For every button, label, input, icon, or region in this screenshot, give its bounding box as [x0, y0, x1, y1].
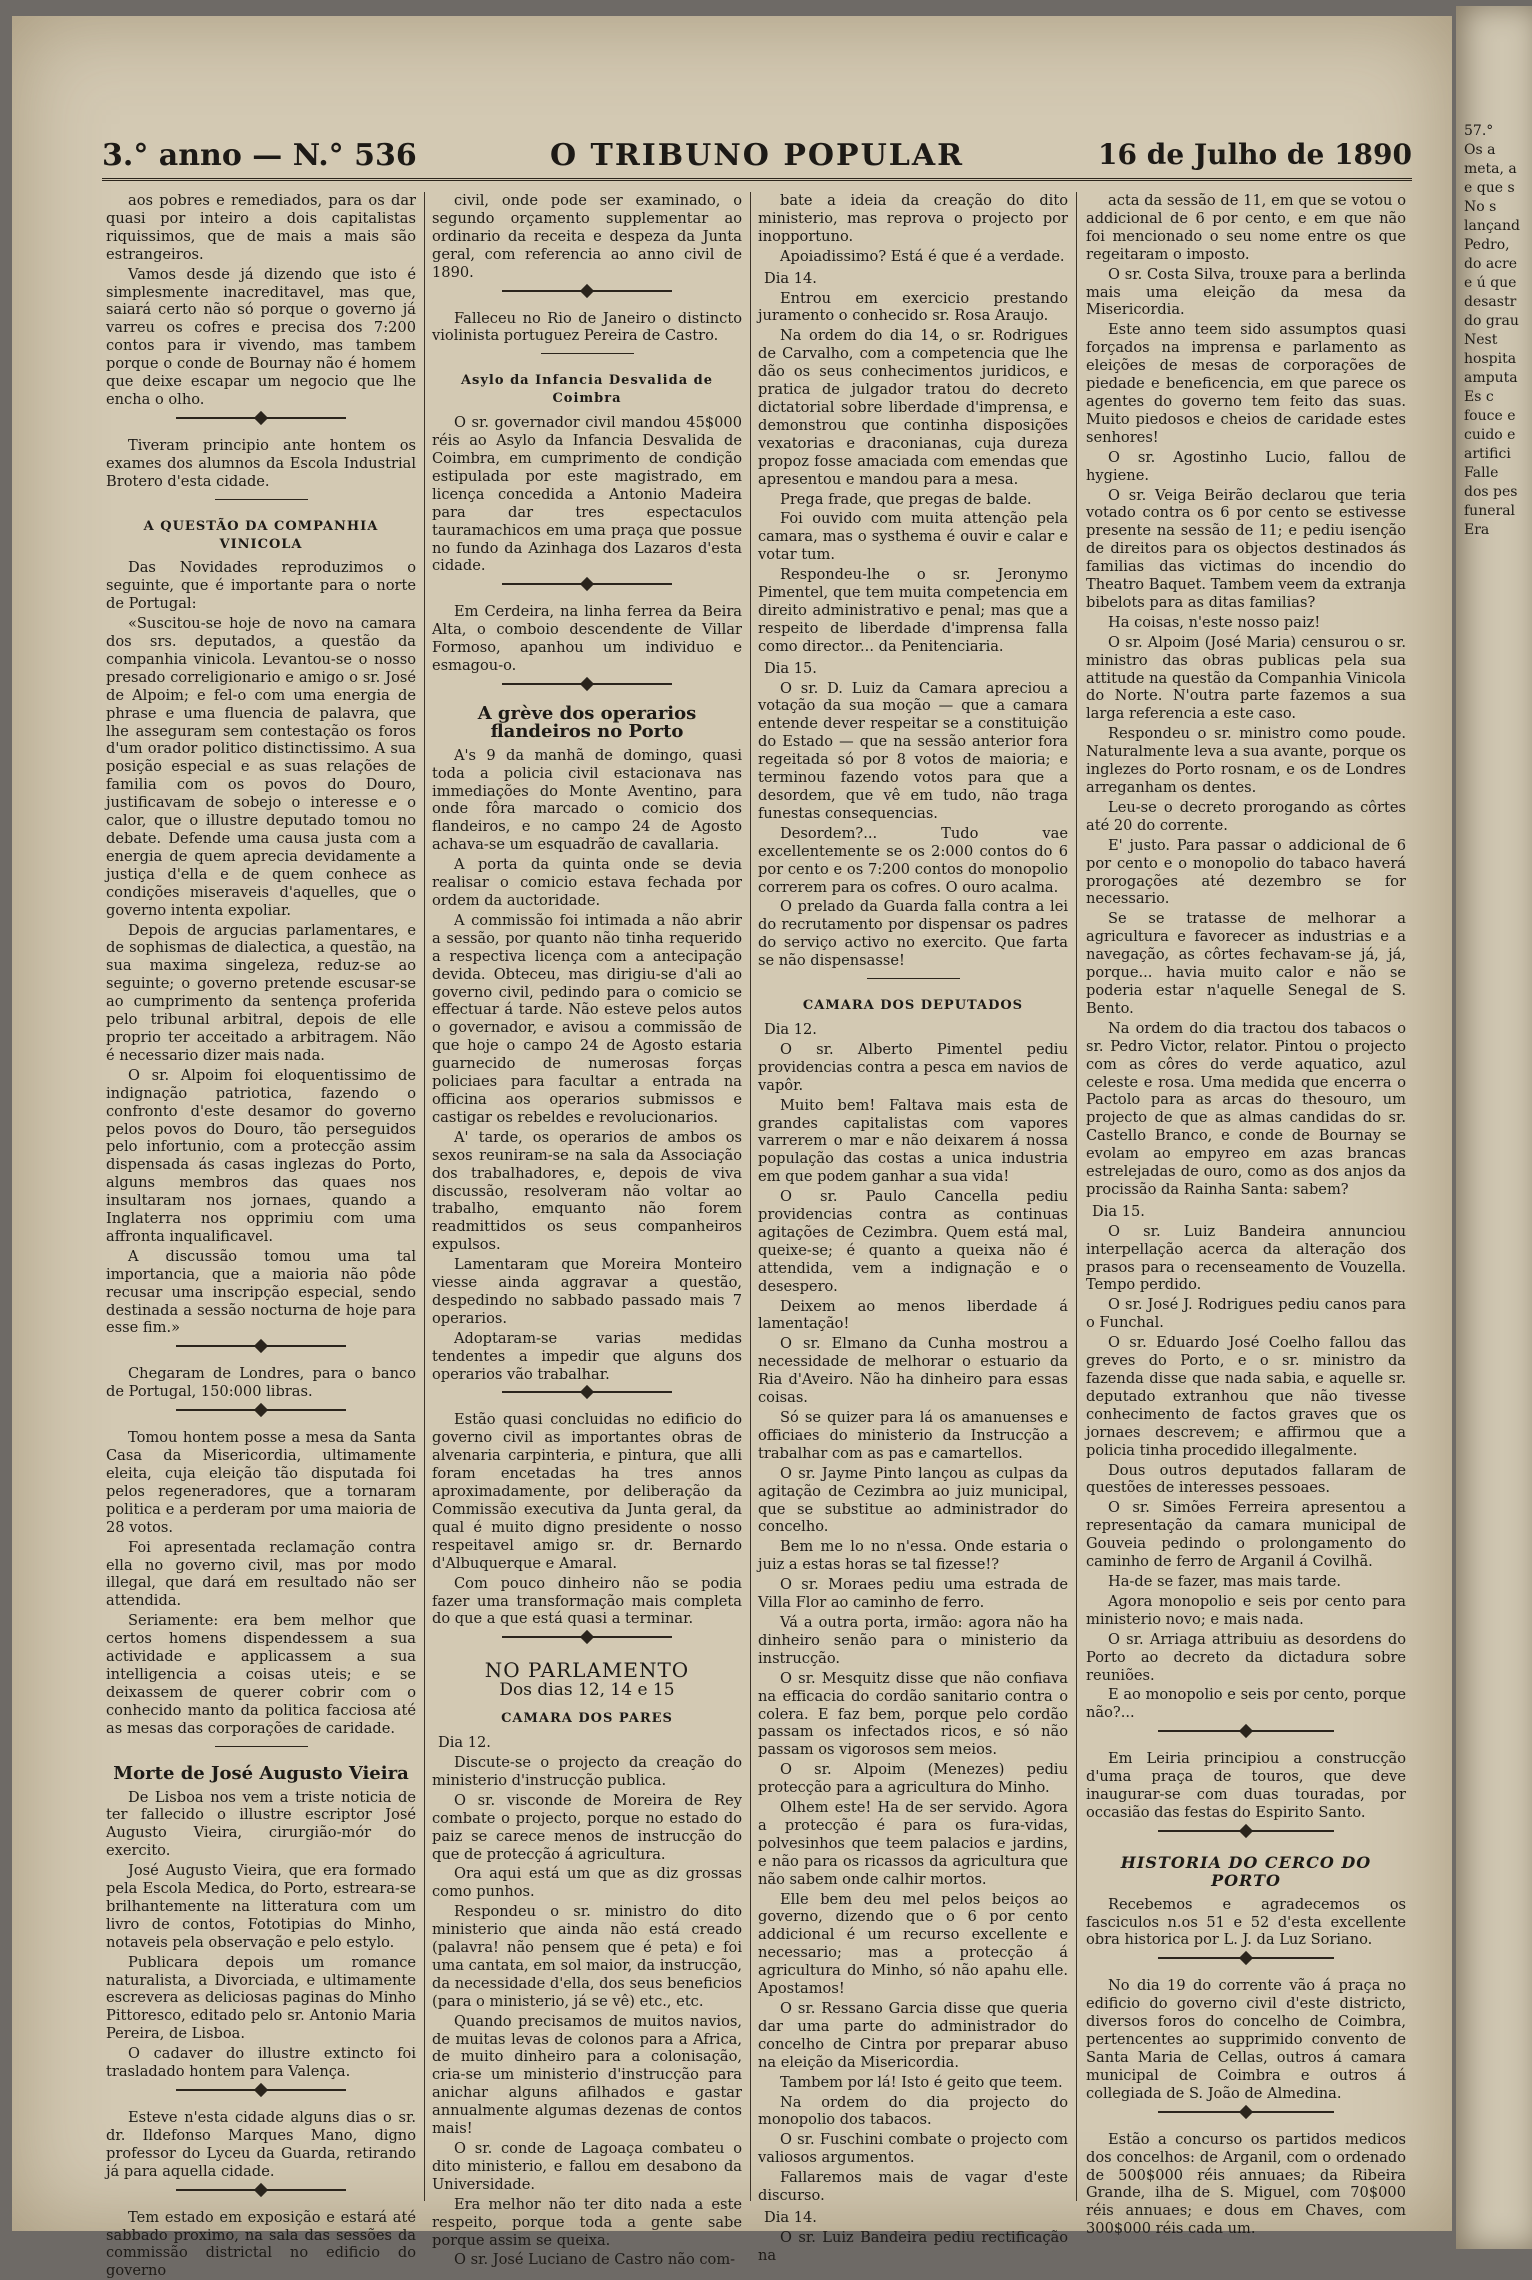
day-label: Dia 12. [764, 1020, 817, 1038]
adjacent-page-edge [1456, 6, 1532, 2249]
paragraph: Bem me lo no n'essa. Onde estaria o juiz a estas horas se tal fizesse!? [758, 1538, 1068, 1574]
paragraph: Respondeu o sr. ministro do dito ministerio que ainda não está creado (palavra! não pensem que é peta) e foi uma cantata, em sol maior, da instrucção, da necessidade d'ella, dos seus beneficios (para o ministerio, já se vê) etc., etc. [432, 1903, 742, 2010]
paragraph: Tambem por lá! Isto é geito que teem. [780, 2073, 1063, 2091]
paragraph: José Augusto Vieira, que era formado pela Escola Medica, do Porto, estreara-se brilhantemente na litteratura com um livro de contos, Fototipias do Minho, notaveis pela observação e pelo estylo. [106, 1862, 416, 1951]
paragraph: civil, onde pode ser examinado, o segundo orçamento supplementar ao ordinario da receita e despeza da Junta geral, com referencia ao anno civil de 1890. [432, 192, 742, 281]
column-rule [424, 192, 425, 2201]
paragraph: O sr. Luiz Bandeira pediu rectificação na [758, 2228, 1068, 2264]
paragraph: O sr. Paulo Cancella pediu providencias contra as continuas agitações de Cezimbra. Quem está mal, queixe-se; é quanto a queixa não é attendida, vem a indignação e o desespero. [758, 1188, 1068, 1295]
article-heading: HISTORIA DO CERCO DO PORTO [1120, 1852, 1372, 1890]
column-1 [106, 192, 416, 2280]
paragraph: O sr. visconde de Moreira de Rey combate o projecto, porque no estado do paiz se carece menos de instrucção do que de protecção á agricultura. [432, 1791, 742, 1863]
subsection-heading: CAMARA DOS PARES [501, 1711, 673, 1727]
paragraph: Estão quasi concluidas no edificio do governo civil as importantes obras de alvenaria carpinteria, e pintura, que alli foram encetadas ha tres annos aproximadamente, por deliberação da Commissão executiva da Junta geral, da qual é muito digno presidente o nosso respeitavel amigo sr. dr. Bernardo d'Albuquerque e Amaral. [432, 1411, 742, 1572]
article-heading: A grève dos operarios flandeiros no Porto [477, 702, 697, 742]
adjacent-line: desastr [1464, 294, 1517, 310]
paragraph: acta da sessão de 11, em que se votou o addicional de 6 por cento, e em que não foi mencionado o seu nome entre os que regeitaram o imposto. [1086, 192, 1406, 263]
day-label: Dia 15. [1092, 1202, 1145, 1220]
paragraph: Publicara depois um romance naturalista, a Divorciada, e ultimamente escrevera as deliciosas paginas do Minho Pittoresco, editado pelo sr. Antonio Maria Pereira, de Lisboa. [106, 1953, 416, 2043]
paragraph: A discussão tomou uma tal importancia, que a maioria não pôde recusar uma inscripção especial, sendo destinada a sessão nocturna de hoje para esse fim.» [106, 1247, 416, 1337]
section-divider [176, 417, 347, 429]
paragraph: A porta da quinta onde se devia realisar o comicio estava fechada por ordem da auctoridade. [432, 856, 742, 909]
day-label: Dia 14. [764, 2208, 817, 2226]
adjacent-line: amputa [1464, 370, 1518, 386]
paragraph: Lamentaram que Moreira Monteiro viesse ainda aggravar a questão, despedindo no sabbado passado mais 7 operarios. [432, 1256, 742, 1327]
paragraph: Respondeu o sr. ministro como poude. Naturalmente leva a sua avante, porque os inglezes do Porto rosnam, e os de Londres arreganham os dentes. [1086, 725, 1406, 796]
section-divider [502, 290, 673, 302]
newspaper-page [12, 16, 1452, 2280]
adjacent-line: fouce e [1464, 408, 1516, 424]
section-heading: NO PARLAMENTO [484, 1658, 690, 1683]
adjacent-line: e ú que [1464, 275, 1517, 291]
section-divider [215, 1746, 308, 1755]
day-label: Dia 12. [438, 1734, 491, 1752]
adjacent-line: lançand [1464, 218, 1521, 234]
paragraph: O sr. Alpoim foi eloquentissimo de indignação patriotica, fazendo o confronto d'este desamor do governo pelos povos do Douro, tão perseguidos pelo infortunio, com a protecção assim dispensada ás casas inglezas do Porto, alguns membros das quaes nos insultaram nos jornaes, quando a Inglaterra nos opprimiu com uma affronta inqualificavel. [106, 1066, 416, 1245]
newspaper-title: O TRIBUNO POPULAR [549, 138, 965, 173]
paragraph: No dia 19 do corrente vão á praça no edificio do governo civil d'este districto, diversos foros do concelho de Coimbra, pertencentes ao supprimido convento de Santa Maria de Cellas, outros á camara municipal de Coimbra e outros á collegiada de S. João de Almedina. [1086, 1977, 1406, 2102]
section-divider [502, 1636, 673, 1648]
paragraph: O sr. Elmano da Cunha mostrou a necessidade de melhorar o estuario da Ria d'Aveiro. Não ha dinheiro para essas coisas. [758, 1335, 1068, 1407]
paragraph: Na ordem do dia projecto do monopolio dos tabacos. [758, 2093, 1068, 2129]
paragraph: Entrou em exercicio prestando juramento o conhecido sr. Rosa Araujo. [758, 289, 1068, 325]
paragraph: Em Leiria principiou a construcção d'uma praça de touros, que deve inaugurar-se com duas touradas, por occasião das festas do Espirito Santo. [1086, 1750, 1406, 1821]
paragraph: Muito bem! Faltava mais esta de grandes capitalistas com vapores varrerem o mar e não deixarem á nossa população das costas a unica industria em que podem ganhar a sua vida! [758, 1096, 1068, 1186]
column-rule [750, 192, 751, 2201]
adjacent-line: do grau [1464, 313, 1519, 329]
paragraph: Em Cerdeira, na linha ferrea da Beira Alta, o comboio descendente de Villar Formoso, apanhou um individuo e esmagou-o. [432, 603, 742, 675]
adjacent-line: Es c [1464, 389, 1494, 405]
article-heading: Morte de José Augusto Vieira [113, 1762, 409, 1784]
section-divider [502, 1391, 673, 1403]
section-divider [176, 2189, 347, 2201]
adjacent-line: Falle [1464, 465, 1499, 481]
section-divider [541, 353, 634, 362]
adjacent-page-lines [1456, 122, 1532, 540]
paragraph: Ora aqui está um que as diz grossas como punhos. [432, 1865, 742, 1901]
adjacent-line: hospita [1464, 351, 1517, 367]
adjacent-line: Nest [1464, 332, 1498, 348]
paragraph: Elle bem deu mel pelos beiços ao governo, dizendo que o 6 por cento addicional é um recurso excellente e necessario; mas a protecção á agricultura do Minho, só não apahu elle. Apostamos! [758, 1890, 1068, 1998]
paragraph: Fallaremos mais de vagar d'este discurso. [758, 2169, 1068, 2205]
paragraph: Discute-se o projecto da creação do ministerio d'instrucção publica. [432, 1753, 742, 1789]
paragraph: Quando precisamos de muitos navios, de muitas levas de colonos para a Africa, de muito dinheiro para a colonisação, cria-se um ministerio d'instrucção para anichar alguns afilhados e gastar annualmente algumas dezenas de contos mais! [432, 2012, 742, 2138]
paragraph: O sr. governador civil mandou 45$000 réis ao Asylo da Infancia Desvalida de Coimbra, em cumprimento de condição estipulada por este magistrado, em licença concedida a Antonio Madeira para dar tres espectaculos tauramachicos em uma praça que possue no fundo da Azinhaga dos Lazaros d'esta cidade. [432, 414, 742, 575]
paragraph: Com pouco dinheiro não se podia fazer uma transformação mais completa do que a que está quasi a terminar. [432, 1574, 742, 1628]
section-divider [215, 499, 308, 508]
paragraph: O sr. Fuschini combate o projecto com valiosos argumentos. [758, 2131, 1068, 2167]
paragraph: O sr. Luiz Bandeira annunciou interpellação acerca da alteração dos prasos para o recenseamento de Vouzella. Tempo perdido. [1086, 1222, 1406, 1294]
paragraph: aos pobres e remediados, para os dar quasi por inteiro a dois capitalistas riquissimos, que de mais a mais são estrangeiros. [106, 192, 416, 263]
paragraph: Ha-de se fazer, mas mais tarde. [1108, 1572, 1341, 1590]
paragraph: A's 9 da manhã de domingo, quasi toda a policia civil estacionava nas immediações do Monte Aventino, para onde fôra marcado o comicio dos flandeiros, e no campo 24 de Agosto achava-se um esquadrão de cavallaria. [432, 746, 742, 854]
section-divider [867, 978, 960, 987]
paragraph: Tem estado em exposição e estará até sabbado proximo, na sala das sessões da commissão districtal no edificio do governo [106, 2208, 416, 2280]
adjacent-line: Era [1464, 522, 1490, 538]
issue-date: 16 de Julho de 1890 [1098, 138, 1412, 171]
paragraph: E ao monopolio e seis por cento, porque não?... [1086, 1686, 1406, 1722]
section-divider [176, 2089, 347, 2101]
section-divider [502, 583, 673, 595]
paragraph: Das Novidades reproduzimos o seguinte, que é importante para o norte de Portugal: [106, 559, 416, 613]
section-divider [1158, 1957, 1334, 1969]
paragraph: Ha coisas, n'este nosso paiz! [1108, 613, 1321, 631]
paragraph: O sr. José Luciano de Castro não com- [454, 2251, 736, 2269]
paragraph: Seriamente: era bem melhor que certos homens dispendessem a sua actividade e applicassem a sua intelligencia a coisas uteis; e se deixassem de querer cobrir com o conhecido manto da politica facciosa até as mesas das corporações de caridade. [106, 1612, 416, 1737]
paragraph: Dous outros deputados fallaram de questões de interesses pessoaes. [1086, 1461, 1406, 1497]
paragraph: Esteve n'esta cidade alguns dias o sr. dr. Ildefonso Marques Mano, digno professor do Lyceu da Guarda, retirando já para aquella cidade. [106, 2109, 416, 2180]
section-divider [1158, 2111, 1334, 2123]
paragraph: A' tarde, os operarios de ambos os sexos reuniram-se na sala da Associação dos trabalhadores, e, depois de viva discussão, resolveram não voltar ao trabalho, emquanto não forem readmittidos os seus companheiros expulsos. [432, 1128, 742, 1254]
paragraph: Apoiadissimo? Está é que é a verdade. [780, 247, 1065, 265]
paragraph: Estão a concurso os partidos medicos dos concelhos: de Arganil, com o ordenado de 500$000 réis annuaes; da Ribeira Grande, ilha de S. Miguel, com 70$000 réis annuaes; e dous em Chaves, com 300$000 réis cada um. [1086, 2130, 1406, 2238]
column-3 [758, 192, 1068, 2264]
paragraph: O prelado da Guarda falla contra a lei do recrutamento por dispensar os padres do serviço activo no exercito. Que farta se não dispensasse! [758, 898, 1068, 970]
paragraph: O sr. Costa Silva, trouxe para a berlinda mais uma eleição da mesa da Misericordia. [1086, 265, 1406, 319]
article-heading: A QUESTÃO DA COMPANHIA VINICOLA [143, 518, 379, 552]
paragraph: Foi apresentada reclamação contra ella no governo civil, mas por modo illegal, que dará em resultado não ser attendida. [106, 1538, 416, 1610]
paragraph: Era melhor não ter dito nada a este respeito, porque toda a gente sabe porque assim se queixa. [432, 2195, 742, 2249]
paragraph: O sr. Simões Ferreira apresentou a representação da camara municipal de Gouveia pedindo o prolongamento do caminho de ferro de Arganil á Covilhã. [1086, 1499, 1406, 1571]
paragraph: Falleceu no Rio de Janeiro o distincto violinista portuguez Pereira de Castro. [432, 309, 742, 345]
adjacent-line: meta, a [1464, 161, 1517, 177]
paragraph: O sr. Moraes pediu uma estrada de Villa Flor ao caminho de ferro. [758, 1576, 1068, 1612]
paragraph: Leu-se o decreto prorogando as côrtes até 20 do corrente. [1086, 798, 1406, 834]
section-divider [1158, 1730, 1334, 1742]
paragraph: Se se tratasse de melhorar a agricultura e favorecer as industrias e a navegação, as côrtes fechavam-se já, já, porque... havia muito calor e não se poderia estar n'aquelle Senegal de S. Bento. [1086, 910, 1406, 1017]
paragraph: E' justo. Para passar o addicional de 6 por cento e o monopolio do tabaco haverá prorogações até dezembro se for necessario. [1086, 836, 1406, 908]
paragraph: O sr. José J. Rodrigues pediu canos para o Funchal. [1086, 1296, 1406, 1332]
paragraph: O sr. conde de Lagoaça combateu o dito ministerio, e fallou em desabono da Universidade. [432, 2140, 742, 2193]
paragraph: O sr. Ressano Garcia disse que queria dar uma parte do administrador do concelho de Cintra por preparar abuso na eleição da Misericordia. [758, 2000, 1068, 2071]
adjacent-line: dos pes [1464, 484, 1518, 500]
paragraph: Deixem ao menos liberdade á lamentação! [758, 1297, 1068, 1333]
paragraph: Depois de argucias parlamentares, e de sophismas de dialectica, a questão, na sua maxima singeleza, reduz-se ao seguinte; o governo pretende escusar-se ao cumprimento da sentença proferida pelo tribunal arbitral, depois de elle proprio ter acceitado a arbitragem. Não é necessario dizer mais nada. [106, 921, 416, 1064]
adjacent-line: Os a [1464, 142, 1496, 158]
column-2 [432, 192, 742, 2269]
adjacent-line: e que s [1464, 180, 1515, 196]
paragraph: Tiveram principio ante hontem os exames dos alumnos da Escola Industrial Brotero d'esta cidade. [106, 436, 416, 490]
adjacent-line: funeral [1464, 503, 1516, 519]
paragraph: Recebemos e agradecemos os fasciculos n.os 51 e 52 d'esta excellente obra historica por L. J. da Luz Soriano. [1086, 1895, 1406, 1949]
paragraph: «Suscitou-se hoje de novo na camara dos srs. deputados, a questão da companhia vinicola. Levantou-se o nosso presado correligionario e amigo o sr. José de Alpoim; e fel-o com uma energia de phrase e uma fluencia de palavra, que lhe asseguram sem contestação os foros d'um orador politico distinctissimo. A sua posição especial e as suas relações de familia com os povos do Douro, justificavam de sobejo o interesse e o calor, que o illustre deputado tomou no debate. Defende uma causa justa com a energia de quem aprecia devidamente a justiça d'ella e de quem conhece as condições miseraveis d'aquelles, que o governo intenta expoliar. [106, 615, 416, 919]
day-label: Dia 15. [764, 659, 817, 677]
adjacent-line: No s [1464, 199, 1497, 215]
paragraph: O sr. Arriaga attribuiu as desordens do Porto ao decreto da dictadura sobre reuniões. [1086, 1630, 1406, 1684]
adjacent-line: cuido e [1464, 427, 1516, 443]
paragraph: O sr. Agostinho Lucio, fallou de hygiene. [1086, 448, 1406, 484]
paragraph: A commissão foi intimada a não abrir a sessão, por quanto não tinha requerido a respectiva licença com a antecipação devida. Obteceu, mas dirigiu-se d'ali ao governo civil, pedindo para o comicio se effectuar á tarde. Não esteve pelos autos o governador, e avisou a commissão de que hoje o campo 24 de Agosto estaria guarnecido de numerosas forças policiaes para facultar a entrada na officina aos operarios submissos e castigar os rebeldes e revolucionarios. [432, 911, 742, 1126]
paragraph: O sr. Alpoim (Menezes) pediu protecção para a agricultura do Minho. [758, 1761, 1068, 1797]
paragraph: Chegaram de Londres, para o banco de Portugal, 150:000 libras. [106, 1365, 416, 1401]
paragraph: Vá a outra porta, irmão: agora não ha dinheiro senão para o ministerio da instrucção. [758, 1613, 1068, 1667]
paragraph: Na ordem do dia tractou dos tabacos o sr. Pedro Victor, relator. Pintou o projecto com as côres do verde aquatico, azul celeste e rosa. Uma medida que encerra o Pactolo para as arcas do thesouro, um projecto de que as almas candidas do sr. Castello Branco, e conde de Bournay se evolam ao empyreo em azas brancas estrelejadas de ouro, como as dos anjos da procissão da Rainha Santa: sabem? [1086, 1019, 1406, 1198]
paragraph: O sr. Jayme Pinto lançou as culpas da agitação de Cezimbra ao juiz municipal, que se substitue ao administrador do concelho. [758, 1464, 1068, 1536]
article-heading: Asylo da Infancia Desvalida de Coimbra [460, 373, 714, 407]
section-divider [176, 1345, 347, 1357]
paragraph: O cadaver do illustre extincto foi trasladado hontem para Valença. [106, 2045, 416, 2081]
paragraph: bate a ideia da creação do dito ministerio, mas reprova o projecto por inopportuno. [758, 192, 1068, 245]
paragraph: O sr. D. Luiz da Camara apreciou a votação da sua moção — que a camara entende dever respeitar se a constituição do Estado — que na sessão anterior fora regeitada só por 8 votos de maioria; e terminou fazendo votos para que a desordem, que vê em tudo, não traga funestas consequencias. [758, 679, 1068, 822]
section-divider [176, 1409, 347, 1421]
adjacent-line: 57.° [1464, 123, 1494, 139]
adjacent-line: artifici [1464, 446, 1511, 462]
section-divider [502, 683, 673, 695]
paragraph: Na ordem do dia 14, o sr. Rodrigues de Carvalho, com a competencia que lhe dão os seus conhecimentos juridicos, e pratica de julgador tratou do decreto dictatorial sobre liberdade d'imprensa, e demonstrou que continha disposições vexatorias e draconianas, cuja dureza propoz fosse amaciada com emendas que apresentou e mandou para a mesa. [758, 327, 1068, 488]
paragraph: Este anno teem sido assumptos quasi forçados na imprensa e parlamento as eleições de mesas de corporações de piedade e beneficencia, em que parece os agentes do governo tem feito das suas. Muito piedosos e cheios de caridade estes senhores! [1086, 321, 1406, 446]
column-4 [1086, 192, 1406, 2238]
paragraph: O sr. Alpoim (José Maria) censurou o sr. ministro das obras publicas pela sua attitude na questão da Companhia Vinicola do Norte. N'outra parte fazemos a sua larga referencia a este caso. [1086, 633, 1406, 723]
adjacent-line: Pedro, [1464, 237, 1510, 253]
paragraph: Só se quizer para lá os amanuenses e officiaes do ministerio da Instrucção a trabalhar com as pas e camartellos. [758, 1409, 1068, 1462]
adjacent-line: do acre [1464, 256, 1518, 272]
paragraph: O sr. Veiga Beirão declarou que teria votado contra os 6 por cento se estivesse presente na sessão de 11; e pediu isenção de direitos para os objectos destinados ás familias das victimas do incendio do Theatro Baquet. Tambem veem da extranja bibelots para as ditas familias? [1086, 486, 1406, 611]
masthead [102, 128, 1412, 181]
paragraph: O sr. Mesquitz disse que não confiava na efficacia do cordão sanitario contra o colera. E faz bem, porque pelo cordão passam os infectados ricos, e só não passam os vigorosos sem meios. [758, 1669, 1068, 1759]
paragraph: Desordem?... Tudo vae excellentemente se os 2:000 contos do 6 por cento e os 7:200 contos do monopolio correrem para os cofres. O ouro acalma. [758, 824, 1068, 896]
paragraph: Tomou hontem posse a mesa da Santa Casa da Misericordia, ultimamente eleita, cuja eleição tão disputada foi pelos regeneradores, que a tornaram politica e a perderam por uma maioria de 28 votos. [106, 1429, 416, 1536]
paragraph: Adoptaram-se varias medidas tendentes a impedir que alguns dos operarios vão trabalhar. [432, 1329, 742, 1383]
subsection-heading: CAMARA DOS DEPUTADOS [802, 998, 1024, 1014]
paragraph: Olhem este! Ha de ser servido. Agora a protecção é para os fura-vidas, polvesinhos que teem palacios e jardins, e não para os ricassos da agricultura que não sabem onde calhir mortos. [758, 1799, 1068, 1888]
section-divider [1158, 1830, 1334, 1842]
paragraph: Vamos desde já dizendo que isto é simplesmente inacreditavel, mas que, saiará certo não só porque o governo já varreu os cofres e precisa dos 7:200 contos para ir vivendo, mas tambem porque o conde de Bournay não é homem que deixe escapar um negocio que lhe encha o olho. [106, 265, 416, 408]
paragraph: Agora monopolio e seis por cento para ministerio novo; e mais nada. [1086, 1592, 1406, 1628]
paragraph: Respondeu-lhe o sr. Jeronymo Pimentel, que tem muita competencia em direito administrativo e penal; mas que a respeito de liberdade d'imprensa falla como director... da Penitenciaria. [758, 566, 1068, 655]
paragraph: Foi ouvido com muita attenção pela camara, mas o systhema é ouvir e calar e votar tum. [758, 510, 1068, 564]
paragraph: Prega frade, que pregas de balde. [780, 490, 1032, 508]
paragraph: De Lisboa nos vem a triste noticia de ter fallecido o illustre escriptor José Augusto Vieira, cirurgião-mór do exercito. [106, 1788, 416, 1860]
paragraph: O sr. Alberto Pimentel pediu providencias contra a pesca em navios de vapôr. [758, 1040, 1068, 1094]
paragraph: O sr. Eduardo José Coelho fallou das greves do Porto, e o sr. ministro da fazenda disse que nada sabia, e aquelle sr. deputado extranhou que não tivesse conhecimento de factos graves que os jornaes descrevem; e affirmou que a policia tinha procedido illegalmente. [1086, 1334, 1406, 1459]
day-label: Dia 14. [764, 269, 817, 287]
column-rule [1076, 192, 1077, 2201]
section-subheading: Dos dias 12, 14 e 15 [499, 1680, 675, 1701]
issue-number: 3.° anno — N.° 536 [102, 138, 417, 173]
